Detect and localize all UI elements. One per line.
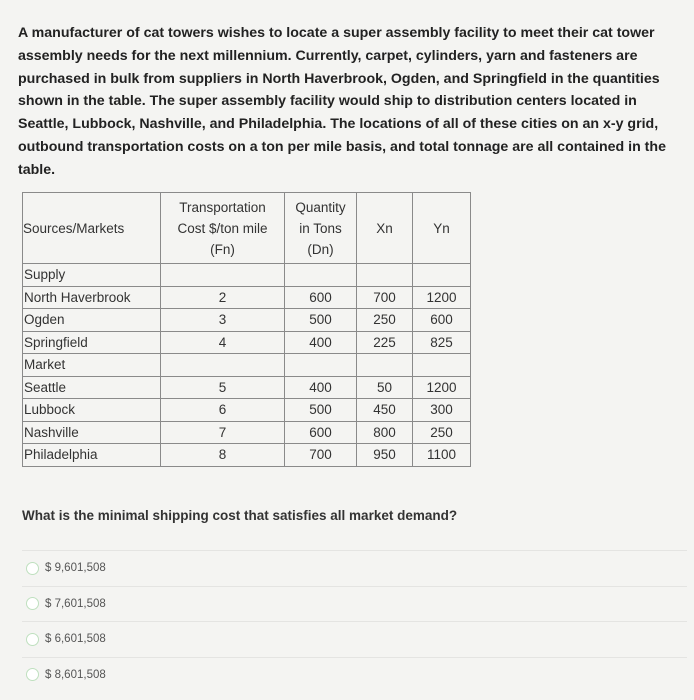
header-x: Xn — [357, 193, 413, 264]
radio-button[interactable] — [26, 668, 39, 681]
row-name: Nashville — [23, 421, 161, 444]
answer-option-2[interactable] — [22, 586, 687, 622]
row-qty: 400 — [285, 376, 357, 399]
supply-label: Supply — [23, 264, 161, 287]
table-row — [23, 331, 471, 354]
row-x: 225 — [357, 331, 413, 354]
table-header-row — [23, 193, 471, 264]
row-y: 1200 — [413, 286, 471, 309]
header-y: Yn — [413, 193, 471, 264]
market-label: Market — [23, 354, 161, 377]
row-x: 800 — [357, 421, 413, 444]
table-row — [23, 376, 471, 399]
row-qty: 700 — [285, 444, 357, 467]
row-name: Philadelphia — [23, 444, 161, 467]
radio-button[interactable] — [26, 633, 39, 646]
row-y: 600 — [413, 309, 471, 332]
data-table — [22, 192, 471, 467]
row-cost: 3 — [161, 309, 285, 332]
question-text: What is the minimal shipping cost that satisfies all market demand? — [22, 508, 458, 523]
row-cost: 4 — [161, 331, 285, 354]
header-qty-line1: Quantity — [295, 199, 346, 215]
market-group-row — [23, 354, 471, 377]
header-qty-line2: in Tons — [299, 220, 342, 236]
answer-option-3[interactable] — [22, 621, 687, 657]
row-qty: 600 — [285, 421, 357, 444]
row-qty: 600 — [285, 286, 357, 309]
table-row — [23, 309, 471, 332]
option-label: $ 7,601,508 — [45, 597, 106, 610]
row-qty: 500 — [285, 399, 357, 422]
option-label: $ 9,601,508 — [45, 562, 106, 575]
row-x: 950 — [357, 444, 413, 467]
row-cost: 2 — [161, 286, 285, 309]
row-qty: 400 — [285, 331, 357, 354]
header-quantity — [285, 193, 357, 264]
row-name: Seattle — [23, 376, 161, 399]
row-name: Ogden — [23, 309, 161, 332]
row-y: 825 — [413, 331, 471, 354]
table-row — [23, 399, 471, 422]
row-cost: 6 — [161, 399, 285, 422]
row-qty: 500 — [285, 309, 357, 332]
option-label: $ 8,601,508 — [45, 668, 106, 681]
header-cost-line1: Transportation — [179, 199, 266, 215]
row-x: 700 — [357, 286, 413, 309]
header-sources: Sources/Markets — [23, 193, 161, 264]
radio-button[interactable] — [26, 597, 39, 610]
supply-group-row — [23, 264, 471, 287]
table-row — [23, 444, 471, 467]
header-transport-cost — [161, 193, 285, 264]
row-cost: 8 — [161, 444, 285, 467]
row-x: 450 — [357, 399, 413, 422]
header-qty-line3: (Dn) — [307, 241, 334, 257]
row-y: 300 — [413, 399, 471, 422]
radio-button[interactable] — [26, 562, 39, 575]
row-x: 50 — [357, 376, 413, 399]
table-row — [23, 421, 471, 444]
row-y: 1100 — [413, 444, 471, 467]
header-cost-line3: (Fn) — [210, 241, 235, 257]
row-cost: 5 — [161, 376, 285, 399]
answer-option-4[interactable] — [22, 657, 687, 693]
header-cost-line2: Cost $/ton mile — [177, 220, 268, 236]
row-y: 1200 — [413, 376, 471, 399]
row-name: North Haverbrook — [23, 286, 161, 309]
answer-option-1[interactable] — [22, 550, 687, 586]
row-name: Springfield — [23, 331, 161, 354]
row-cost: 7 — [161, 421, 285, 444]
row-name: Lubbock — [23, 399, 161, 422]
option-label: $ 6,601,508 — [45, 633, 106, 646]
row-y: 250 — [413, 421, 471, 444]
problem-text: A manufacturer of cat towers wishes to locate a super assembly facility to meet their cat tower assembly needs for the next millennium. Currently, carpet, cylinders, yarn and fasteners are purchased in bulk from suppliers in North Haverbrook, Ogden, and Springfield in the quantities shown in the table. The super assembly facility would ship to distribution centers located in Seattle, Lubbock, Nashville, and Philadelphia. The locations of all of these cities on an x-y grid, outbound transportation costs on a ton per mile basis, and total tonnage are all contained in the table. — [18, 25, 666, 178]
answer-options — [22, 550, 687, 692]
row-x: 250 — [357, 309, 413, 332]
table-row — [23, 286, 471, 309]
